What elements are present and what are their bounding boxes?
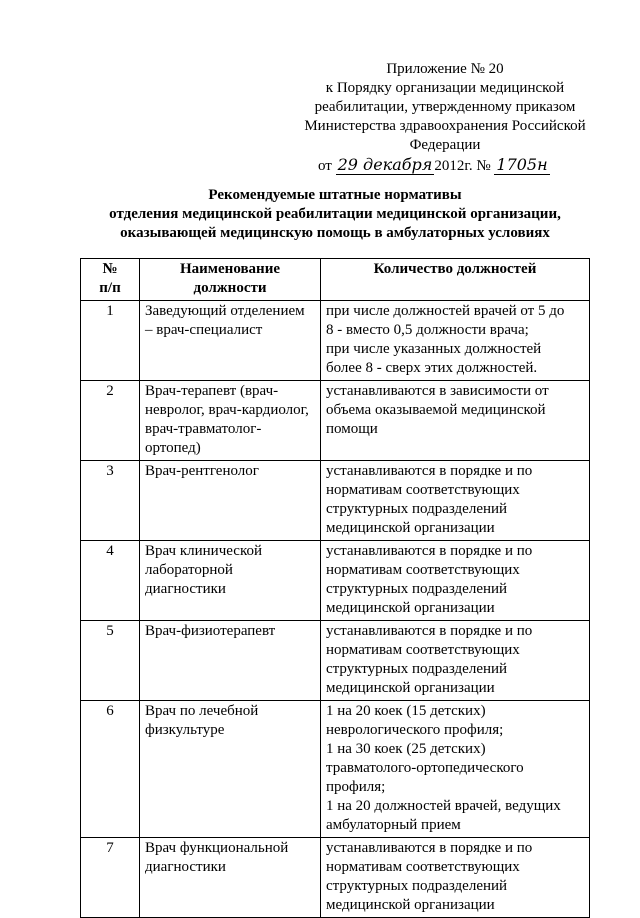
row-count: устанавливаются в порядке и по нормативам соответствующих структурных подразделений медицинской организации	[321, 461, 590, 541]
order-date-handwritten: 29 декабря	[337, 155, 433, 174]
row-count: устанавливаются в порядке и по нормативам соответствующих структурных подразделений медицинской организации	[321, 541, 590, 621]
row-number: 1	[81, 301, 140, 381]
attachment-header	[300, 60, 590, 176]
row-number: 3	[81, 461, 140, 541]
row-count: устанавливаются в порядке и по нормативам соответствующих структурных подразделений медицинской организации	[321, 621, 590, 701]
row-position: Врач-терапевт (врач- невролог, врач-кардиолог, врач-травматолог- ортопед)	[140, 381, 321, 461]
row-position: Врач по лечебной физкультуре	[140, 701, 321, 838]
table-row	[81, 621, 590, 701]
order-reference	[300, 155, 590, 176]
order-year-suffix: г. №	[464, 158, 491, 174]
attachment-line: к Порядку организации медицинской	[325, 80, 565, 96]
attachment-line: Министерства здравоохранения Российской	[304, 118, 586, 134]
title-line: оказывающей медицинскую помощь в амбулаторных условиях	[120, 225, 550, 241]
row-count: при числе должностей врачей от 5 до 8 - вместо 0,5 должности врача; при числе указанных должностей более 8 - сверх этих должностей.	[321, 301, 590, 381]
staffing-table	[80, 258, 590, 918]
table-row	[81, 381, 590, 461]
row-position: Врач функциональной диагностики	[140, 838, 321, 918]
order-number-handwritten: 1705н	[496, 155, 548, 174]
row-position: Врач-рентгенолог	[140, 461, 321, 541]
row-number: 7	[81, 838, 140, 918]
order-year: 2012	[434, 158, 465, 174]
row-number: 5	[81, 621, 140, 701]
table-row	[81, 701, 590, 838]
header-count: Количество должностей	[321, 259, 590, 301]
order-prefix: от	[318, 158, 332, 174]
table-row	[81, 838, 590, 918]
row-count: устанавливаются в зависимости от объема оказываемой медицинской помощи	[321, 381, 590, 461]
table-row	[81, 461, 590, 541]
row-number: 6	[81, 701, 140, 838]
row-number: 4	[81, 541, 140, 621]
row-position: Заведующий отделением – врач-специалист	[140, 301, 321, 381]
table-row	[81, 541, 590, 621]
title-line: Рекомендуемые штатные нормативы	[208, 187, 462, 203]
title-line: отделения медицинской реабилитации медицинской организации,	[109, 206, 561, 222]
attachment-line: реабилитации, утвержденному приказом	[314, 99, 576, 115]
attachment-line: Приложение № 20	[386, 61, 504, 77]
row-count: устанавливаются в порядке и по нормативам соответствующих структурных подразделений медицинской организации	[321, 838, 590, 918]
row-position: Врач-физиотерапевт	[140, 621, 321, 701]
attachment-line: Федерации	[409, 137, 481, 153]
table-header-row	[81, 259, 590, 301]
header-position: Наименование должности	[140, 259, 321, 301]
row-count: 1 на 20 коек (15 детских) неврологического профиля; 1 на 30 коек (25 детских) травматолого-ортопедического профиля; 1 на 20 должностей врачей, ведущих амбулаторный прием	[321, 701, 590, 838]
table-row	[81, 301, 590, 381]
row-position: Врач клинической лабораторной диагностики	[140, 541, 321, 621]
document-title	[80, 186, 590, 243]
header-number: № п/п	[81, 259, 140, 301]
row-number: 2	[81, 381, 140, 461]
